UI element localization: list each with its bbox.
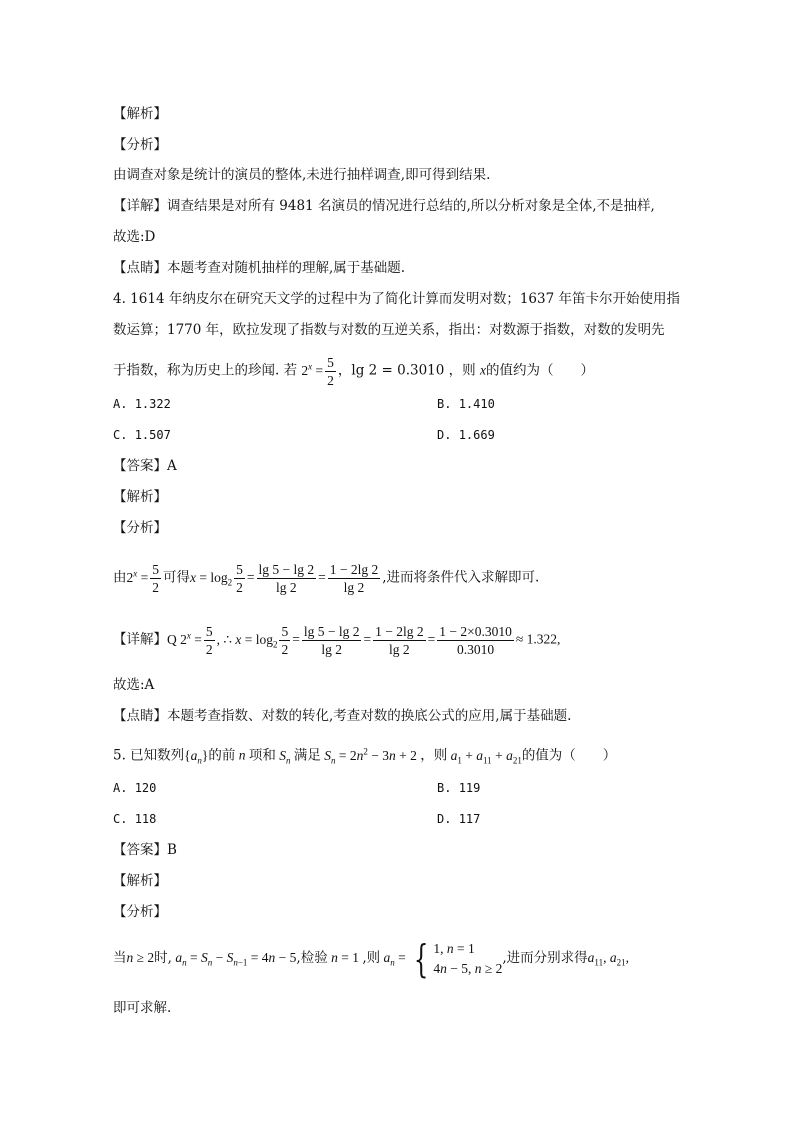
q4-xiangjie-line: 【详解】Q $2^x$ = $\frac{5}{2}$ , ∴ $x = \log_2$ $\frac{5}{2}$ = $\frac{\lg 5 - \lg 2}{\lg 2}$ = $\frac{1 - 2\lg 2}{\lg 2}$ = $\frac{1 - 2\times 0.3010}{0.3010}$ ≈ 1.322, — [113, 623, 561, 657]
q4-stem-line3 — [113, 348, 594, 389]
guxuan: 故选:D — [113, 229, 156, 245]
q4-option-a: A. 1.322 — [113, 397, 171, 411]
q5-stem: 5. 已知数列$\{a_n\}$的前 n 项和 $S_n$ 满足 $S_n = 2n^2 - 3n + 2$ ，则 $a_1 + a_{11} + a_{21}$的值为（ ） — [113, 746, 617, 766]
xiangjie-line — [113, 196, 655, 216]
label-xiangjie: 【详解】 — [113, 198, 167, 214]
q4-label-jiexi: 【解析】 — [113, 489, 167, 505]
math-var-x: x — [479, 362, 486, 378]
dianjing-text: 本题考查对随机抽样的理解,属于基础题. — [167, 260, 406, 276]
q5-answer: 【答案】B — [113, 842, 177, 858]
q4-stem-line1: 4. 1614 年纳皮尔在研究天文学的过程中为了简化计算而发明对数；1637 年笛卡尔开始使用指 — [113, 291, 680, 307]
q4-option-d: D. 1.669 — [437, 428, 495, 442]
q4-label-fenxi: 【分析】 — [113, 520, 167, 536]
xiangjie-text: 调查结果是对所有 9481 名演员的情况进行总结的,所以分析对象是全体,不是抽样, — [167, 198, 655, 214]
q5-option-c: C. 118 — [113, 812, 157, 826]
math-frac-5-2: $\frac{5}{2}$ — [327, 354, 334, 388]
label-fenxi: 【分析】 — [113, 137, 167, 153]
q4-label-xiangjie: 【详解】 — [113, 631, 167, 648]
q4-option-b: B. 1.410 — [437, 397, 495, 411]
q5-option-d: D. 117 — [437, 812, 481, 826]
q5-label-jiexi: 【解析】 — [113, 873, 167, 889]
math-2x-eq: $2^x$ = — [301, 361, 324, 378]
label-jiexi: 【解析】 — [113, 106, 167, 122]
q4-option-c: C. 1.507 — [113, 428, 171, 442]
fenxi-text: 由调查对象是统计的演员的整体,未进行抽样调查,即可得到结果. — [113, 167, 491, 183]
q4-stem-line3-post: 的值约为（ ） — [485, 362, 594, 379]
label-dianjing: 【点睛】 — [113, 260, 167, 276]
q4-stem-line3-mid: ，lg 2 = 0.3010 ，则 — [337, 362, 476, 379]
q5-fenxi-end: 即可求解. — [113, 1000, 172, 1016]
q5-fenxi-line: 当n ≥ 2时, $a_n = S_n - S_{n-1} = 4n - 5$,检验 n = 1 ,则 $a_n$ = { 1, n = 1 4n − 5, n ≥ 2 ,进而分别求得$a_{11}$, $a_{21}$, — [113, 936, 629, 981]
q4-dianjing-line: 【点睛】本题考查指数、对数的转化,考查对数的换底公式的应用,属于基础题. — [113, 708, 572, 724]
q4-fenxi-line: 由$2^x$ = $\frac{5}{2}$ 可得$x = \log_2$ $\frac{5}{2}$ = $\frac{\lg 5 - \lg 2}{\lg 2}$ = $\frac{1 - 2\lg 2}{\lg 2}$ ,进而将条件代入求解即可. — [113, 561, 540, 595]
q4-stem-line3-pre: 于指数，称为历史上的珍闻. 若 — [113, 362, 298, 379]
q4-guxuan: 故选:A — [113, 677, 155, 693]
q4-answer: 【答案】A — [113, 458, 177, 474]
dianjing-line — [113, 258, 405, 278]
q5-option-a: A. 120 — [113, 781, 157, 795]
q5-label-fenxi: 【分析】 — [113, 904, 167, 920]
q4-stem-line2: 数运算；1770 年，欧拉发现了指数与对数的互逆关系，指出：对数源于指数，对数的发明先 — [113, 322, 665, 338]
q5-option-b: B. 119 — [437, 781, 481, 795]
